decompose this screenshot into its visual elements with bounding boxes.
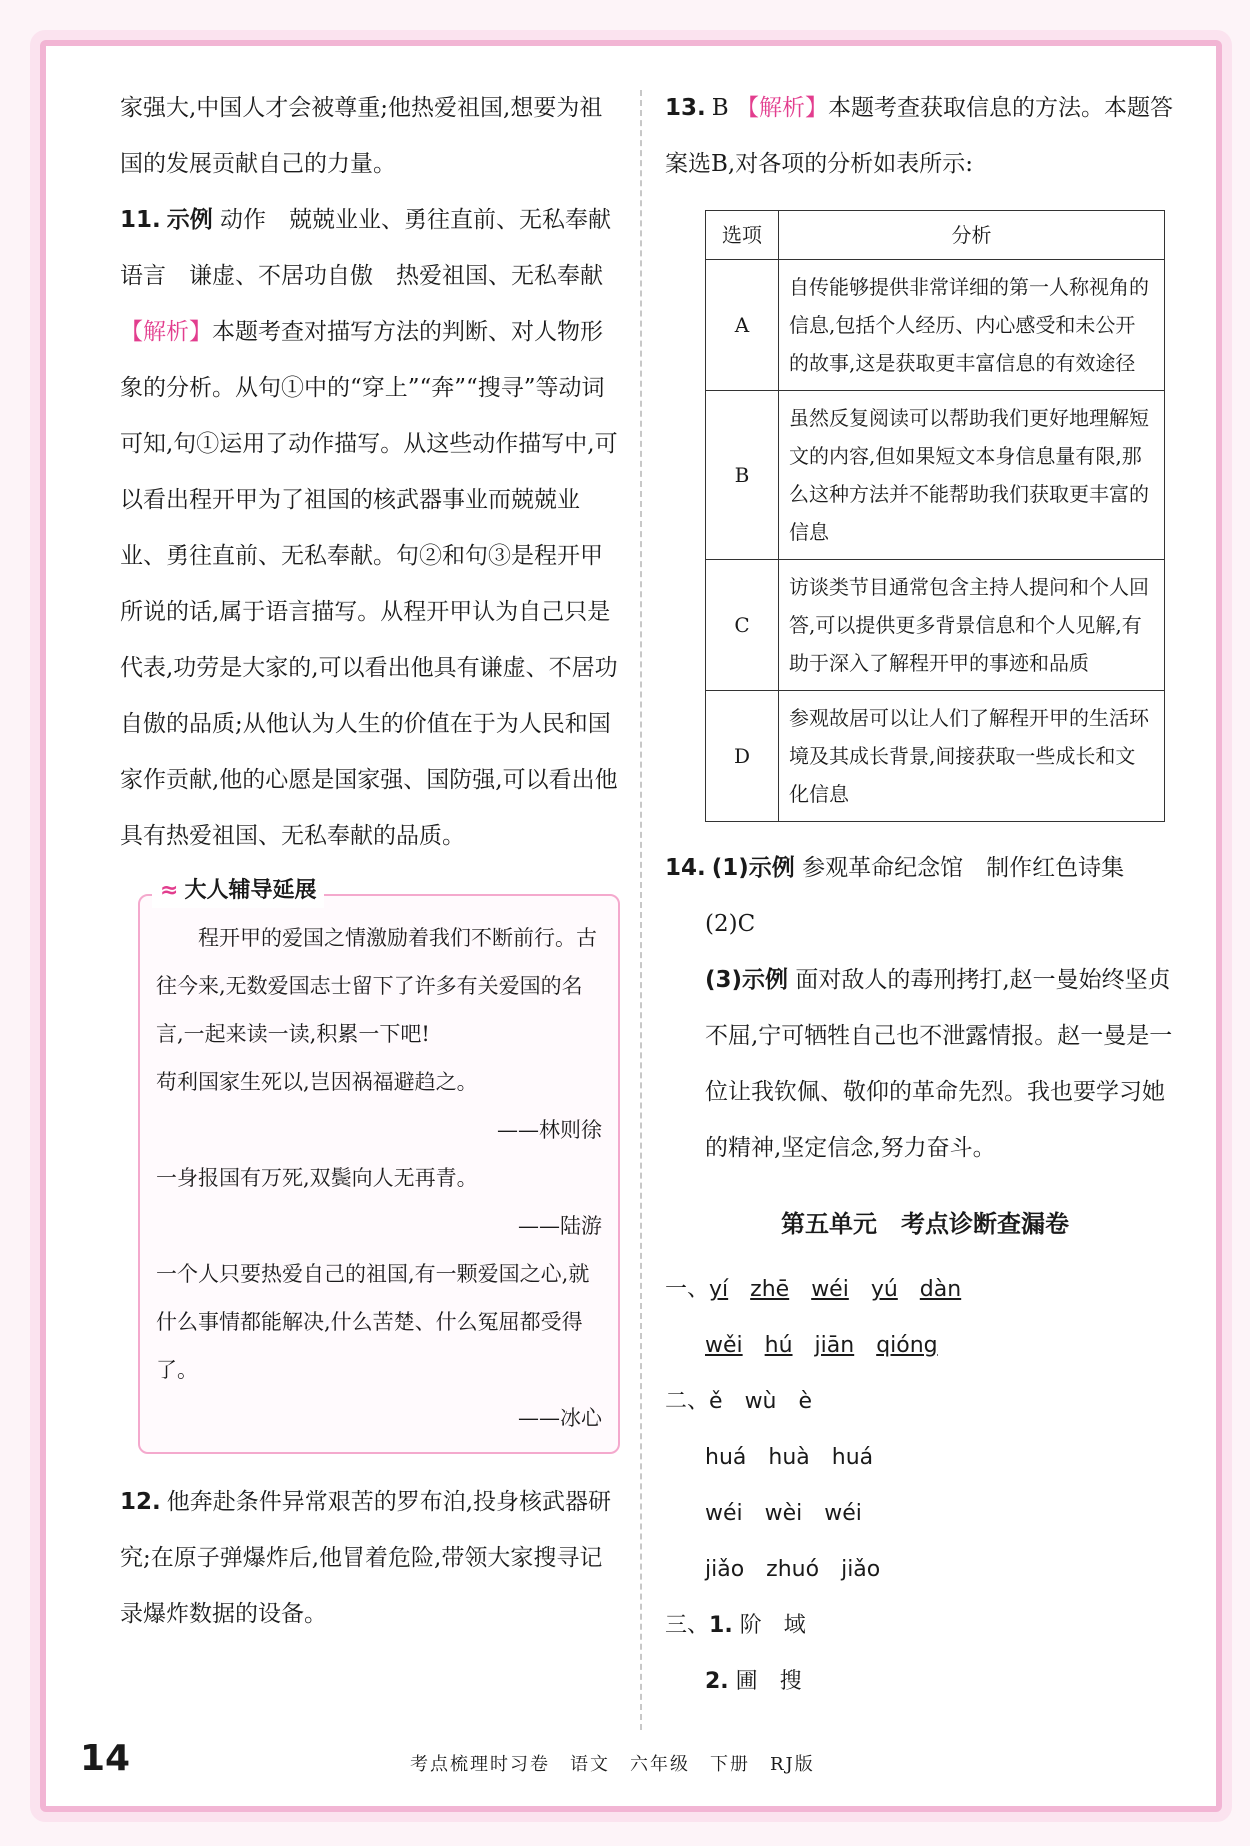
item-number: 2. (705, 1669, 729, 1694)
wave-icon: ≈ (160, 878, 179, 903)
item-text: 圃 搜 (735, 1669, 802, 1694)
continued-paragraph: 家强大,中国人才会被尊重;他热爱祖国,想要为祖国的发展贡献自己的力量。 (120, 95, 603, 177)
example-label: (3)示例 (705, 967, 789, 993)
question-11 (120, 192, 635, 864)
question-number: 14. (665, 855, 706, 881)
pinyin: wù (744, 1389, 777, 1414)
page-number: 14 (80, 1738, 131, 1779)
example-label: (1)示例 (711, 855, 795, 881)
quote-source: ——冰心 (518, 1406, 602, 1430)
analysis-tag: 【解析】 (120, 319, 212, 345)
section-2 (665, 1374, 1185, 1598)
quote-text: 一个人只要热爱自己的祖国,有一颗爱国之心,就什么事情都能解决,什么苦楚、什么冤屈都受得了。 (156, 1262, 590, 1382)
pinyin: zhē (750, 1277, 790, 1302)
question-12 (120, 1474, 620, 1642)
option-cell: B (706, 391, 779, 560)
pinyin: huà (768, 1445, 810, 1470)
analysis-cell: 参观故居可以让人们了解程开甲的生活环境及其成长背景,间接获取一些成长和文化信息 (779, 691, 1165, 822)
pinyin: zhuó (766, 1557, 820, 1582)
pinyin: wéi (811, 1277, 849, 1302)
quote-text: 一身报国有万死,双鬓向人无再青。 (156, 1166, 478, 1190)
question-14 (665, 840, 1185, 896)
pinyin: è (798, 1389, 813, 1414)
analysis-text: 本题考查对描写方法的判断、对人物形象的分析。从句①中的“穿上”“奔”“搜寻”等动词可知,句①运用了动作描写。从这些动作描写中,可以看出程开甲为了祖国的核武器事业而兢兢业业、勇往直前、无私奉献。句②和句③是程开甲所说的话,属于语言描写。从程开甲认为自己只是代表,功劳是大家的,可以看出他具有谦虚、不居功自傲的品质;从他认为人生的价值在于为人民和国家作贡献,他的心愿是国家强、国防强,可以看出他具有热爱祖国、无私奉献的品质。 (120, 319, 618, 849)
table-header: 分析 (779, 211, 1165, 260)
column-divider (640, 90, 642, 1730)
analysis-text: 本题考查获取信息的方法。本题答案选B,对各项的分析如表所示: (665, 95, 1173, 177)
analysis-cell: 访谈类节目通常包含主持人提问和个人回答,可以提供更多背景信息和个人见解,有助于深入了解程开甲的事迹和品质 (779, 560, 1165, 691)
quote-source: ——林则徐 (497, 1118, 602, 1142)
question-13 (665, 80, 1185, 192)
pinyin: ě (709, 1389, 723, 1414)
question-number: 12. (120, 1489, 161, 1515)
analysis-cell: 自传能够提供非常详细的第一人称视角的信息,包括个人经历、内心感受和未公开的故事,这是获取更丰富信息的有效途径 (779, 260, 1165, 391)
pinyin: yú (870, 1277, 898, 1302)
table-row (706, 560, 1165, 691)
pinyin: huá (831, 1445, 874, 1470)
pinyin: wéi (824, 1501, 862, 1526)
pinyin: wéi (705, 1501, 743, 1526)
pinyin: huá (705, 1445, 747, 1470)
table-row (706, 260, 1165, 391)
quote-text: 苟利国家生死以,岂因祸福避趋之。 (156, 1070, 478, 1094)
section-3 (665, 1598, 1185, 1710)
box-title: ≈ 大人辅导延展 (152, 874, 324, 908)
book-info: 考点梳理时习卷 语文 六年级 下册 RJ版 (410, 1754, 815, 1775)
table-header: 选项 (706, 211, 779, 260)
section-label: 一、 (665, 1277, 710, 1302)
pinyin: jiǎo (705, 1557, 745, 1582)
pinyin: hú (764, 1333, 793, 1358)
table-header-row (706, 211, 1165, 260)
analysis-table (705, 210, 1165, 822)
example-label: 示例 (166, 207, 213, 233)
option-cell: D (706, 691, 779, 822)
answer-text: 参观革命纪念馆 制作红色诗集 (794, 855, 1125, 881)
box-intro: 程开甲的爱国之情激励着我们不断前行。古往今来,无数爱国志士留下了许多有关爱国的名言,一起来读一读,积累一下吧! (156, 926, 597, 1046)
tutoring-extension-box (138, 878, 620, 1454)
answer-text: 面对敌人的毒刑拷打,赵一曼始终坚贞不屈,宁可牺牲自己也不泄露情报。赵一曼是一位让我钦佩、敬仰的革命先烈。我也要学习她的精神,坚定信念,努力奋斗。 (705, 967, 1173, 1161)
pinyin: jiǎo (841, 1557, 881, 1582)
item-number: 1. (709, 1613, 733, 1638)
section-label: 三、 (665, 1613, 710, 1638)
pinyin: wěi (705, 1333, 743, 1358)
section-title: 第五单元 考点诊断查漏卷 (781, 1210, 1069, 1238)
right-column (665, 80, 1185, 1710)
answer-part-3 (665, 952, 1185, 1176)
analysis-cell: 虽然反复阅读可以帮助我们更好地理解短文的内容,但如果短文本身信息量有限,那么这种方法并不能帮助我们获取更丰富的信息 (779, 391, 1165, 560)
section-label: 二、 (665, 1389, 710, 1414)
pinyin: yí (709, 1277, 729, 1302)
answer-choice: B (711, 95, 736, 121)
pinyin: jiān (814, 1333, 855, 1358)
answer-part-2: (2)C (705, 911, 756, 937)
table-row (706, 691, 1165, 822)
pinyin: wèi (764, 1501, 803, 1526)
left-column (120, 80, 635, 1642)
quote-source: ——陆游 (518, 1214, 602, 1238)
option-cell: A (706, 260, 779, 391)
answer-text: 动作 兢兢业业、勇往直前、无私奉献 语言 谦虚、不居功自傲 热爱祖国、无私奉献 (120, 207, 635, 289)
question-number: 13. (665, 95, 706, 121)
question-number: 11. (120, 207, 161, 233)
pinyin: dàn (919, 1277, 962, 1302)
answer-text: 他奔赴条件异常艰苦的罗布泊,投身核武器研究;在原子弹爆炸后,他冒着危险,带领大家搜寻记录爆炸数据的设备。 (120, 1489, 612, 1627)
pinyin: qióng (876, 1333, 938, 1358)
analysis-tag: 【解析】 (735, 95, 828, 121)
item-text: 阶 域 (739, 1613, 806, 1638)
table-row (706, 391, 1165, 560)
section-1 (665, 1262, 1185, 1374)
option-cell: C (706, 560, 779, 691)
